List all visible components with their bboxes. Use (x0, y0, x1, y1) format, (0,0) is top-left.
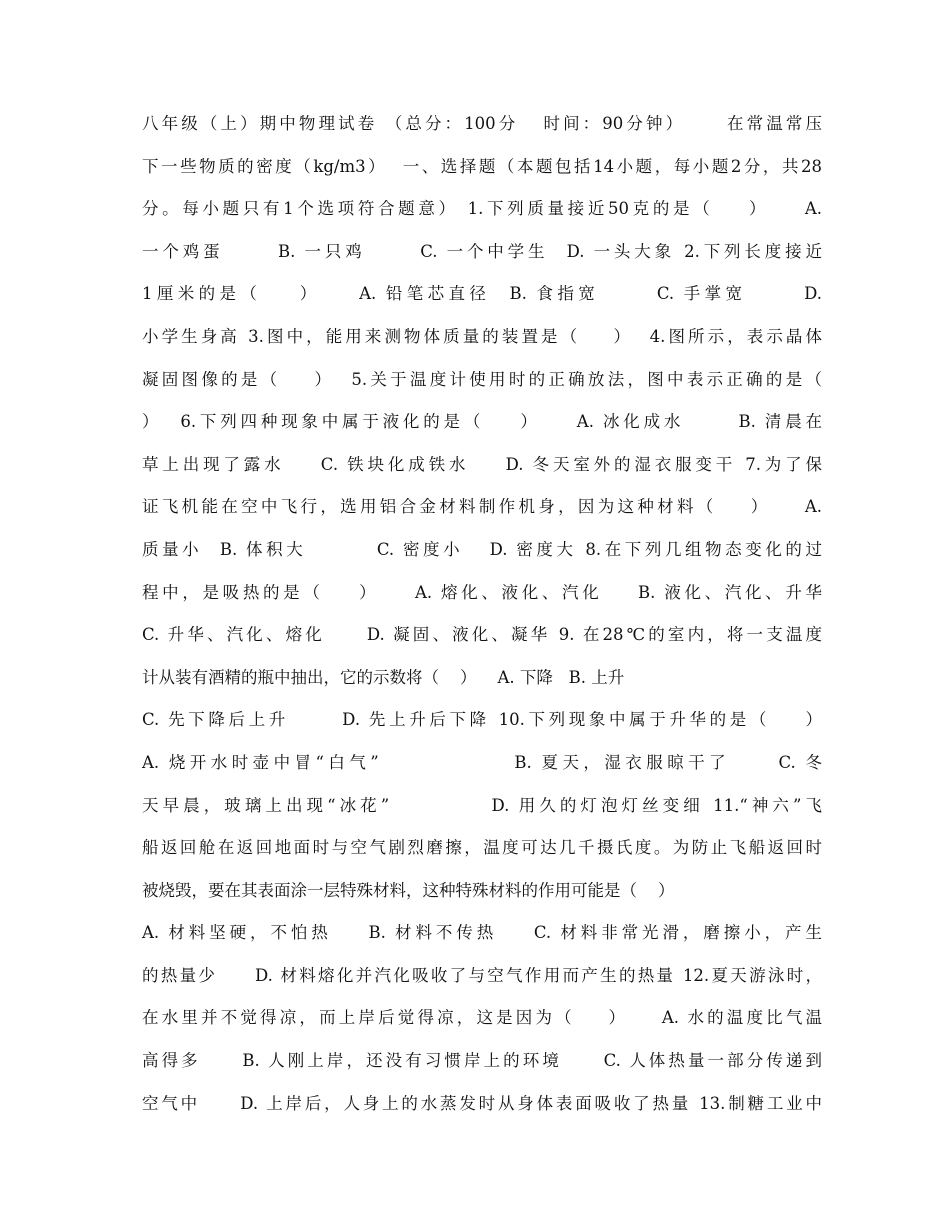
text-line: 空气中 D. 上岸后，人身上的水蒸发时从身体表面吸收了热量 13.制糖工业中 (142, 1093, 822, 1113)
text-line: 八年级（上）期中物理试卷 （总分：100分 时间：90分钟） 在常温常压 (142, 114, 822, 133)
text-line: 分。每小题只有1个选项符合题意） 1.下列质量接近50克的是（ ） A. (142, 199, 822, 219)
text-line: 凝固图像的是（ ） 5.关于温度计使用时的正确放法，图中表示正确的是（ (142, 369, 822, 389)
text-line: ） 6.下列四种现象中属于液化的是（ ） A. 冰化成水 B. 清晨在 (142, 412, 822, 432)
text-line: 计从装有酒精的瓶中抽出，它的示数将（ ） A. 下降 B. 上升 (142, 667, 625, 687)
text-line: 一个鸡蛋 B. 一只鸡 C. 一个中学生 D. 一头大象 2.下列长度接近 (142, 241, 822, 261)
text-line: 程中，是吸热的是（ ） A. 熔化、液化、汽化 B. 液化、汽化、升华 (142, 582, 822, 602)
text-line: A. 烧开水时壶中冒“白气” B. 夏天，湿衣服晾干了 C. 冬 (142, 752, 822, 772)
text-line: 小学生身高 3.图中，能用来测物体质量的装置是（ ） 4.图所示，表示晶体 (142, 326, 822, 346)
text-line: 证飞机能在空中飞行，选用铝合金材料制作机身，因为这种材料（ ） A. (142, 497, 822, 517)
text-line: 质量小 B. 体积大 C. 密度小 D. 密度大 8.在下列几组物态变化的过 (142, 539, 822, 559)
text-line: C. 先下降后上升 D. 先上升后下降 10.下列现象中属于升华的是（ ） (142, 710, 822, 730)
text-line: 下一些物质的密度（kg/m3） 一、选择题（本题包括14小题，每小题2分，共28 (142, 156, 822, 176)
text-line: 船返回舱在返回地面时与空气剧烈磨擦，温度可达几千摄氏度。为防止飞船返回时 (142, 838, 822, 858)
text-line: 在水里并不觉得凉，而上岸后觉得凉，这是因为（ ） A. 水的温度比气温 (142, 1008, 822, 1028)
text-line: 天早晨，玻璃上出现“冰花” D. 用久的灯泡灯丝变细 11.“神六”飞 (142, 795, 822, 815)
text-line: A. 材料坚硬，不怕热 B. 材料不传热 C. 材料非常光滑，磨擦小，产生 (142, 923, 822, 943)
text-line: 的热量少 D. 材料熔化并汽化吸收了与空气作用而产生的热量 12.夏天游泳时， (142, 965, 822, 985)
text-line: 高得多 B. 人刚上岸，还没有习惯岸上的环境 C. 人体热量一部分传递到 (142, 1051, 822, 1071)
text-line: 草上出现了露水 C. 铁块化成铁水 D. 冬天室外的湿衣服变干 7.为了保 (142, 454, 822, 474)
text-line: C. 升华、汽化、熔化 D. 凝固、液化、凝华 9. 在28℃的室内，将一支温度 (142, 625, 822, 645)
exam-text-block (142, 110, 822, 1132)
text-line: 被烧毁，要在其表面涂一层特殊材料，这种特殊材料的作用可能是（ ） (142, 880, 675, 900)
text-line: 1厘米的是（ ） A. 铅笔芯直径 B. 食指宽 C. 手掌宽 D. (142, 284, 822, 304)
